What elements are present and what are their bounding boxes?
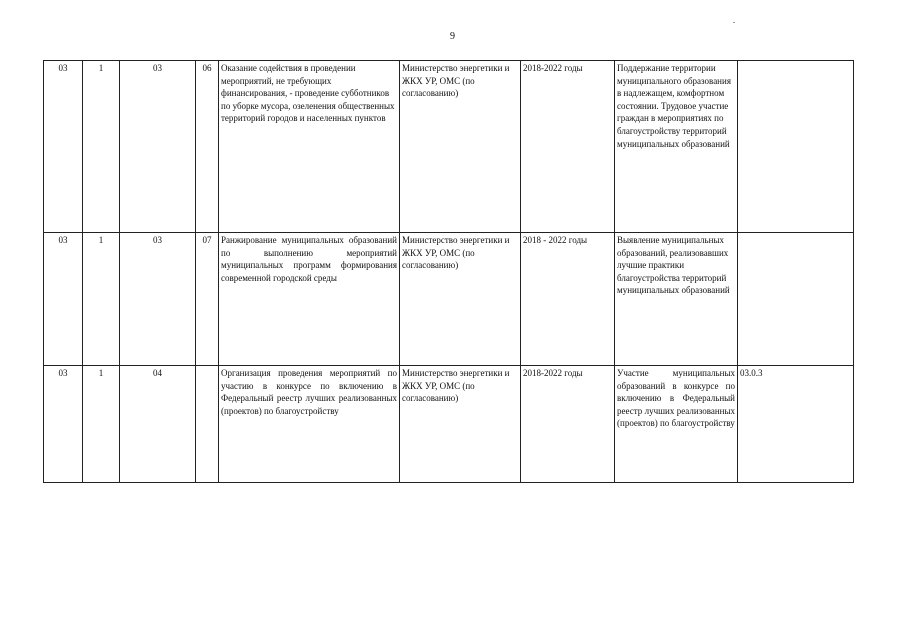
expected-result: Участие муниципальных образований в конкурсе по включению в Федеральный реестр лучших реализованных (проектов) по благоустройству bbox=[615, 366, 738, 483]
gp-code: 03 bbox=[44, 366, 83, 483]
expected-result: Поддержание территории муниципального образования в надлежащем, комфортном состоянии. Трудовое участие граждан в мероприятиях по благоустройству территорий муниципальных образований bbox=[615, 61, 738, 233]
executor: Министерство энергетики и ЖКХ УР, ОМС (по согласованию) bbox=[400, 366, 521, 483]
activity-name: Ранжирование муниципальных образований по выполнению мероприятий муниципальных программ формирования современной городской среды bbox=[219, 233, 400, 366]
indicator-link bbox=[738, 233, 854, 366]
period: 2018-2022 годы bbox=[521, 366, 615, 483]
pp-code: 1 bbox=[83, 61, 120, 233]
pp-code: 1 bbox=[83, 233, 120, 366]
pp-code: 1 bbox=[83, 366, 120, 483]
table-row bbox=[44, 61, 854, 233]
executor: Министерство энергетики и ЖКХ УР, ОМС (по согласованию) bbox=[400, 61, 521, 233]
gp-code: 03 bbox=[44, 233, 83, 366]
om-code: 03 bbox=[120, 233, 196, 366]
page-number: 9 bbox=[450, 31, 455, 42]
m-code bbox=[196, 366, 219, 483]
table-row bbox=[44, 366, 854, 483]
period: 2018 - 2022 годы bbox=[521, 233, 615, 366]
indicator-link: 03.0.3 bbox=[738, 366, 854, 483]
table-row bbox=[44, 233, 854, 366]
m-code: 07 bbox=[196, 233, 219, 366]
om-code: 03 bbox=[120, 61, 196, 233]
om-code: 04 bbox=[120, 366, 196, 483]
m-code: 06 bbox=[196, 61, 219, 233]
scan-speck bbox=[733, 22, 735, 23]
activity-name: Оказание содействия в проведении мероприятий, не требующих финансирования, - проведение субботников по уборке мусора, озеленения общественных территорий городов и населенных пунктов bbox=[219, 61, 400, 233]
gp-code: 03 bbox=[44, 61, 83, 233]
executor: Министерство энергетики и ЖКХ УР, ОМС (по согласованию) bbox=[400, 233, 521, 366]
period: 2018-2022 годы bbox=[521, 61, 615, 233]
expected-result: Выявление муниципальных образований, реализовавших лучшие практики благоустройства территорий муниципальных образований bbox=[615, 233, 738, 366]
indicator-link bbox=[738, 61, 854, 233]
activity-name: Организация проведения мероприятий по участию в конкурсе по включению в Федеральный реестр лучших реализованных (проектов) по благоустройству bbox=[219, 366, 400, 483]
activities-table bbox=[43, 60, 854, 483]
